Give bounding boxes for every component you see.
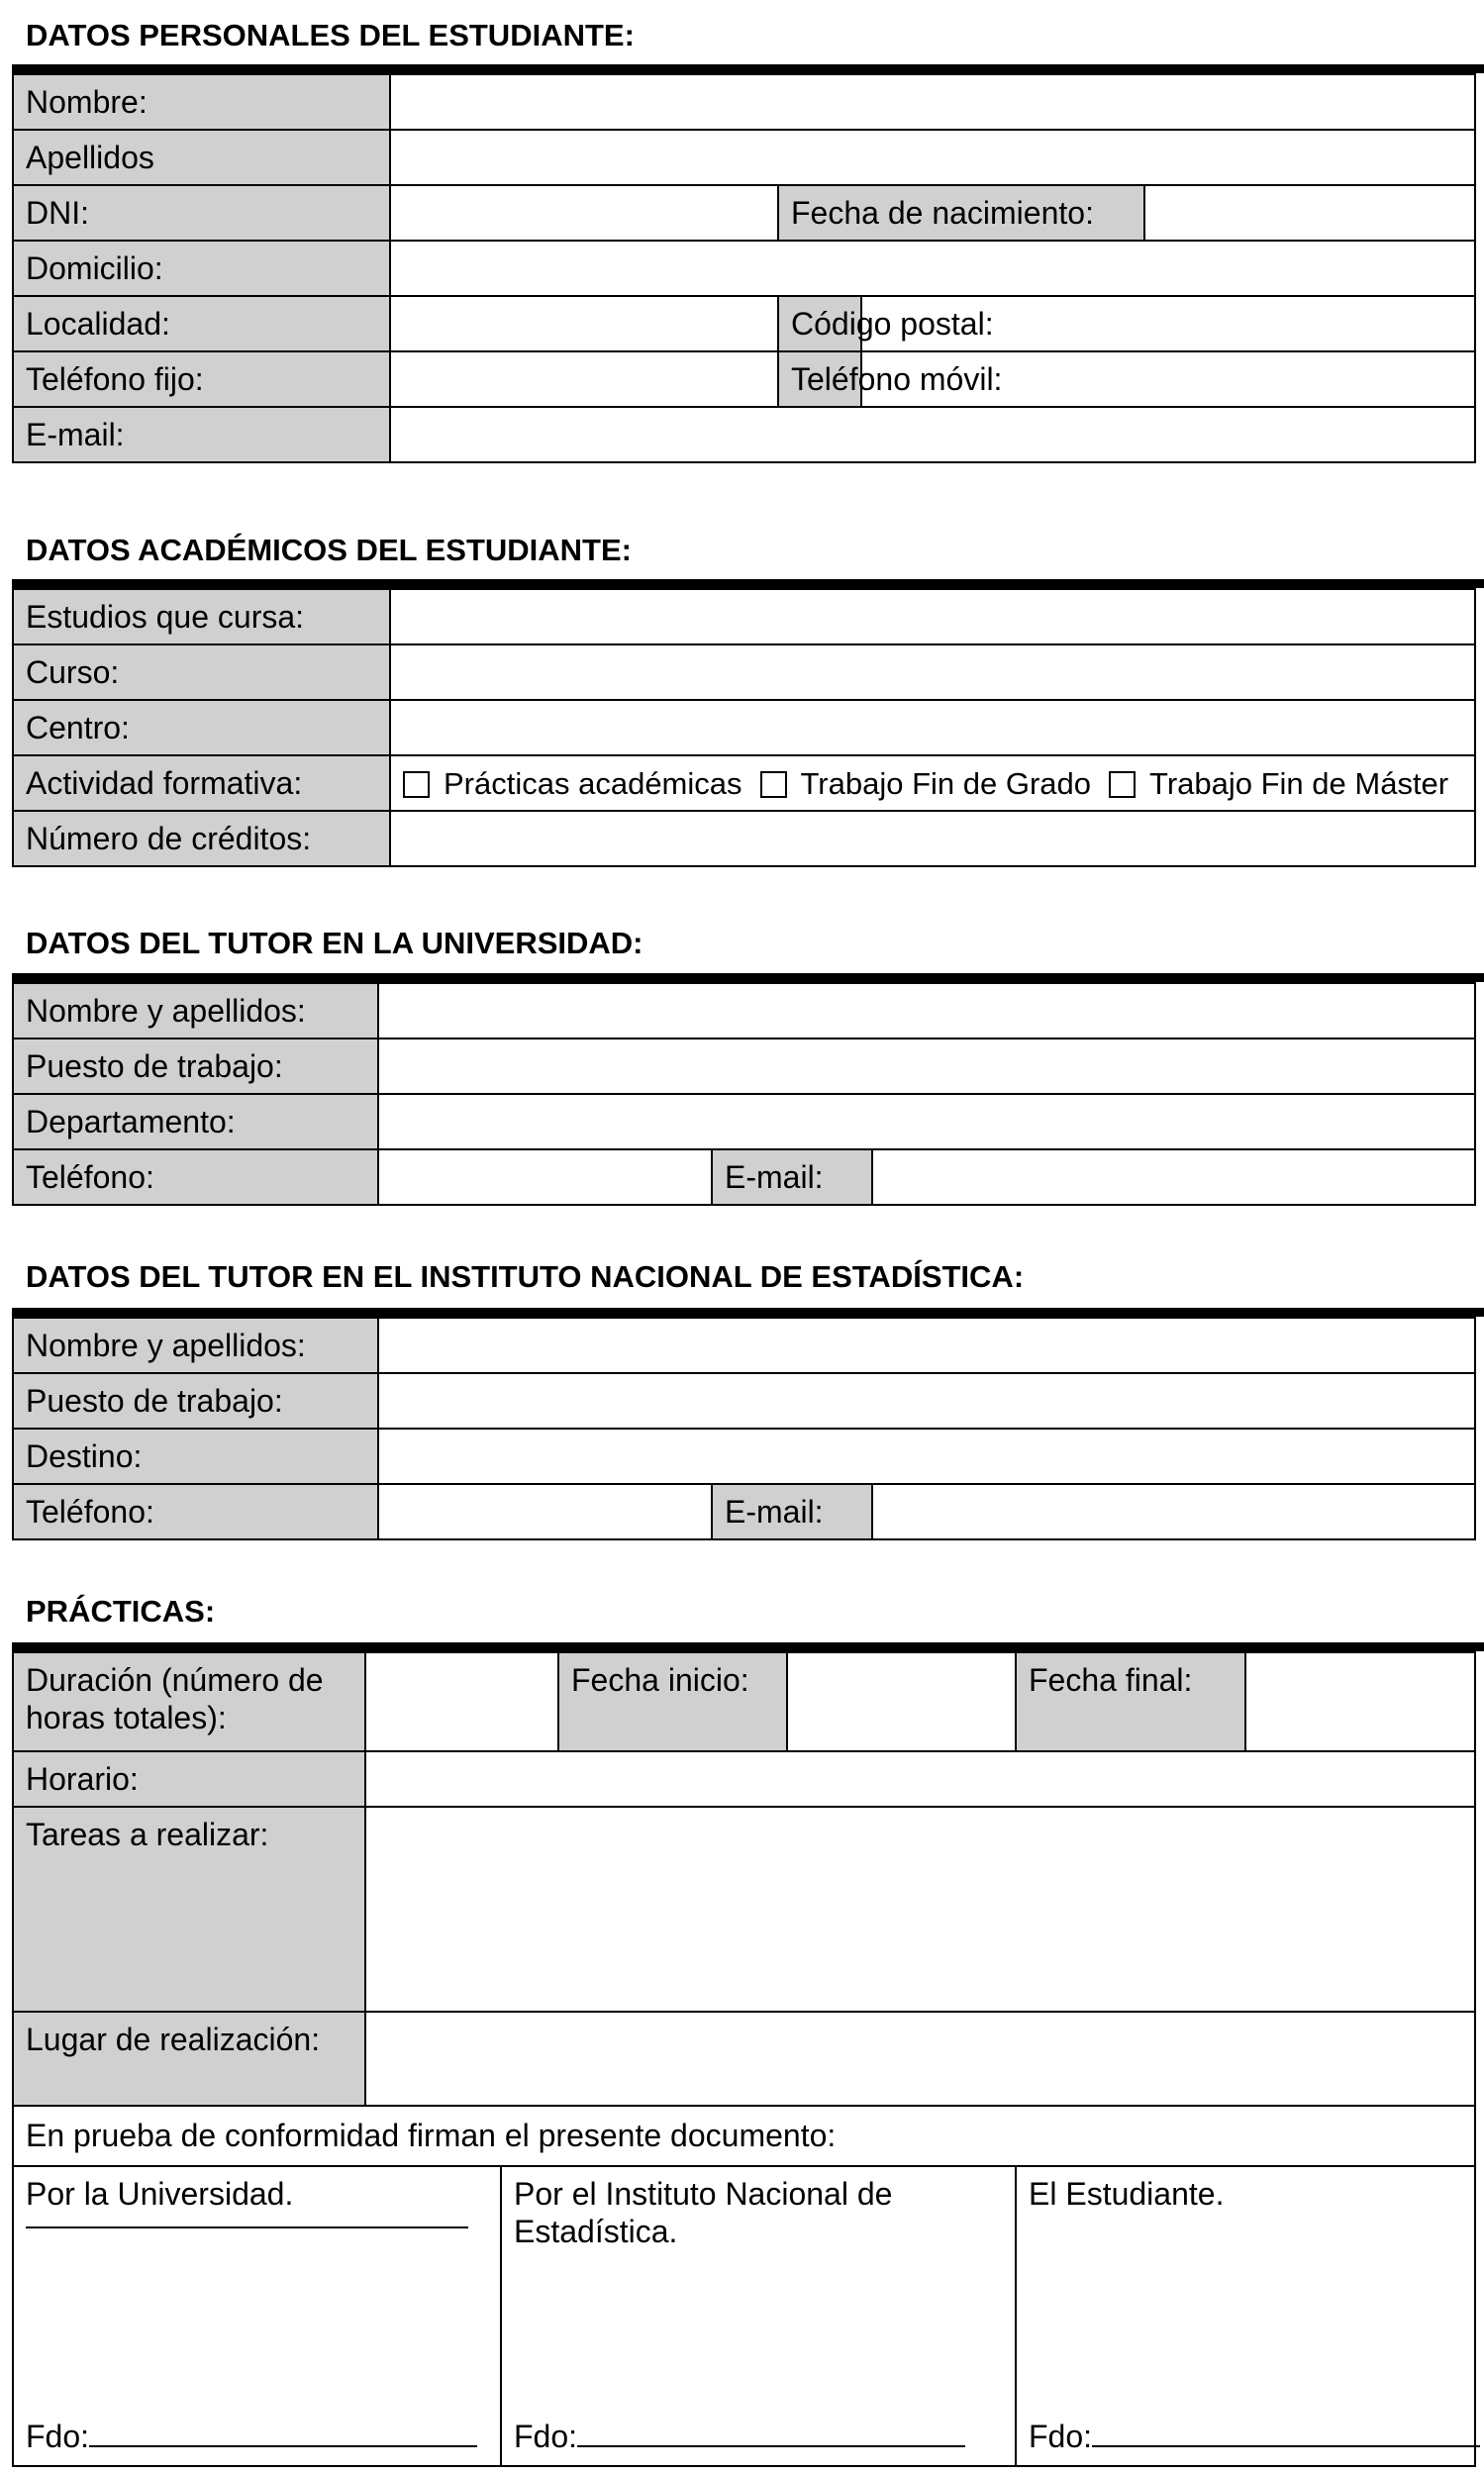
field-estudios[interactable] (390, 589, 1475, 644)
fdo-ine-line[interactable] (577, 2445, 965, 2447)
signature-universidad-line[interactable] (26, 2213, 468, 2228)
field-fecha-nacimiento[interactable] (1144, 185, 1475, 241)
field-telefono-fijo[interactable] (390, 351, 778, 407)
field-tutor-uni-departamento[interactable] (378, 1094, 1475, 1149)
label-telefono-fijo: Teléfono fijo: (13, 351, 390, 407)
label-codigo-postal: Código postal: (778, 296, 861, 351)
section-title-personal: DATOS PERSONALES DEL ESTUDIANTE: (26, 18, 635, 52)
label-tutor-ine-email: E-mail: (712, 1484, 872, 1539)
signature-universidad-label: Por la Universidad. (26, 2176, 294, 2212)
table-row (13, 74, 1475, 130)
signature-ine (501, 2166, 1016, 2466)
signature-row (13, 2166, 1475, 2466)
checkbox-tfm[interactable] (1109, 771, 1136, 798)
table-row (13, 1373, 1475, 1429)
option-practicas-label: Prácticas académicas (444, 765, 742, 801)
signature-ine-label: Por el Instituto Nacional de Estadística. (514, 2176, 893, 2249)
option-tfg[interactable] (760, 766, 1092, 802)
label-duracion: Duración (número de horas totales): (13, 1652, 365, 1751)
label-actividad: Actividad formativa: (13, 755, 390, 811)
label-email: E-mail: (13, 407, 390, 462)
label-fecha-final: Fecha final: (1016, 1652, 1245, 1751)
field-tutor-uni-nombre[interactable] (378, 983, 1475, 1039)
table-row (13, 407, 1475, 462)
table-row (13, 644, 1475, 700)
signature-estudiante-label: El Estudiante. (1029, 2176, 1225, 2212)
section-rule (12, 973, 1484, 982)
conformidad-text: En prueba de conformidad firman el presente documento: (13, 2106, 1475, 2166)
table-row (13, 983, 1475, 1039)
field-duracion[interactable] (365, 1652, 558, 1751)
signature-universidad (13, 2166, 501, 2466)
table-row (13, 1484, 1475, 1539)
label-tutor-uni-telefono: Teléfono: (13, 1149, 378, 1205)
table-row (13, 589, 1475, 644)
label-tareas: Tareas a realizar: (13, 1807, 365, 2012)
tutor-ine-table (12, 1317, 1476, 1540)
table-row (13, 185, 1475, 241)
label-tutor-uni-departamento: Departamento: (13, 1094, 378, 1149)
option-tfm[interactable] (1109, 766, 1448, 802)
fdo-universidad-label: Fdo: (26, 2419, 90, 2454)
label-tutor-ine-destino: Destino: (13, 1429, 378, 1484)
label-domicilio: Domicilio: (13, 241, 390, 296)
option-tfg-label: Trabajo Fin de Grado (800, 765, 1092, 801)
field-fecha-inicio[interactable] (787, 1652, 1016, 1751)
section-title-academic: DATOS ACADÉMICOS DEL ESTUDIANTE: (26, 533, 632, 567)
checkbox-practicas[interactable] (403, 771, 430, 798)
section-rule (12, 1308, 1484, 1317)
field-curso[interactable] (390, 644, 1475, 700)
label-apellidos: Apellidos (13, 130, 390, 185)
table-row (13, 1652, 1475, 1751)
section-title-practicas: PRÁCTICAS: (26, 1594, 216, 1629)
table-row (13, 296, 1475, 351)
personal-data-table (12, 73, 1476, 463)
actividad-options (390, 755, 1475, 811)
option-tfm-label: Trabajo Fin de Máster (1149, 765, 1449, 801)
label-curso: Curso: (13, 644, 390, 700)
academic-data-table (12, 588, 1476, 867)
section-rule (12, 64, 1484, 73)
field-localidad[interactable] (390, 296, 778, 351)
fdo-estudiante-label: Fdo: (1029, 2419, 1093, 2454)
tutor-uni-table (12, 982, 1476, 1206)
fdo-ine-label: Fdo: (514, 2419, 578, 2454)
fdo-estudiante-line[interactable] (1092, 2445, 1480, 2447)
table-row (13, 130, 1475, 185)
field-tutor-uni-telefono[interactable] (378, 1149, 712, 1205)
field-tutor-ine-email[interactable] (872, 1484, 1475, 1539)
section-rule (12, 1642, 1484, 1651)
field-creditos[interactable] (390, 811, 1475, 866)
field-tutor-ine-puesto[interactable] (378, 1373, 1475, 1429)
field-lugar[interactable] (365, 2012, 1475, 2106)
table-row (13, 1094, 1475, 1149)
table-row (13, 1751, 1475, 1807)
label-estudios: Estudios que cursa: (13, 589, 390, 644)
field-email[interactable] (390, 407, 1475, 462)
field-dni[interactable] (390, 185, 778, 241)
fdo-universidad (26, 2418, 477, 2455)
table-row (13, 1429, 1475, 1484)
field-tareas[interactable] (365, 1807, 1475, 2012)
label-localidad: Localidad: (13, 296, 390, 351)
signature-estudiante (1016, 2166, 1475, 2466)
label-fecha-nacimiento: Fecha de nacimiento: (778, 185, 1144, 241)
section-rule (12, 579, 1484, 588)
label-tutor-ine-nombre: Nombre y apellidos: (13, 1318, 378, 1373)
field-tutor-ine-nombre[interactable] (378, 1318, 1475, 1373)
table-row (13, 811, 1475, 866)
field-fecha-final[interactable] (1245, 1652, 1475, 1751)
fdo-estudiante (1029, 2418, 1480, 2455)
label-nombre: Nombre: (13, 74, 390, 130)
field-tutor-ine-telefono[interactable] (378, 1484, 712, 1539)
field-tutor-uni-puesto[interactable] (378, 1039, 1475, 1094)
field-tutor-ine-destino[interactable] (378, 1429, 1475, 1484)
table-row (13, 1149, 1475, 1205)
label-dni: DNI: (13, 185, 390, 241)
field-tutor-uni-email[interactable] (872, 1149, 1475, 1205)
table-row (13, 351, 1475, 407)
label-tutor-uni-nombre: Nombre y apellidos: (13, 983, 378, 1039)
label-creditos: Número de créditos: (13, 811, 390, 866)
field-apellidos[interactable] (390, 130, 1475, 185)
field-nombre[interactable] (390, 74, 1475, 130)
table-row (13, 241, 1475, 296)
fdo-universidad-line[interactable] (89, 2445, 477, 2447)
table-row (13, 1807, 1475, 2012)
section-title-tutor-uni: DATOS DEL TUTOR EN LA UNIVERSIDAD: (26, 926, 643, 960)
label-tutor-uni-email: E-mail: (712, 1149, 872, 1205)
field-domicilio[interactable] (390, 241, 1475, 296)
table-row (13, 2106, 1475, 2166)
label-horario: Horario: (13, 1751, 365, 1807)
practicas-table (12, 1651, 1476, 2467)
field-centro[interactable] (390, 700, 1475, 755)
table-row (13, 700, 1475, 755)
table-row (13, 755, 1475, 811)
label-lugar: Lugar de realización: (13, 2012, 365, 2106)
label-centro: Centro: (13, 700, 390, 755)
field-horario[interactable] (365, 1751, 1475, 1807)
option-practicas[interactable] (403, 766, 742, 802)
label-tutor-uni-puesto: Puesto de trabajo: (13, 1039, 378, 1094)
fdo-ine (514, 2418, 965, 2455)
label-tutor-ine-telefono: Teléfono: (13, 1484, 378, 1539)
label-tutor-ine-puesto: Puesto de trabajo: (13, 1373, 378, 1429)
table-row (13, 2012, 1475, 2106)
label-telefono-movil: Teléfono móvil: (778, 351, 861, 407)
table-row (13, 1318, 1475, 1373)
checkbox-tfg[interactable] (760, 771, 787, 798)
label-fecha-inicio: Fecha inicio: (558, 1652, 787, 1751)
table-row (13, 1039, 1475, 1094)
section-title-tutor-ine: DATOS DEL TUTOR EN EL INSTITUTO NACIONAL DE ESTADÍSTICA: (26, 1259, 1025, 1294)
